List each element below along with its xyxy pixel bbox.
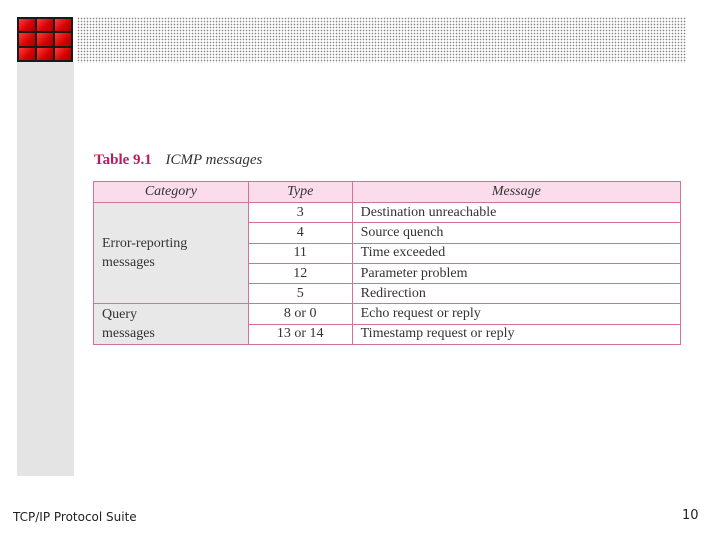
- logo-cell: [19, 48, 35, 60]
- logo-cell: [55, 33, 71, 45]
- logo-cell: [37, 19, 53, 31]
- table-header-row: [94, 182, 681, 203]
- logo-cell: [55, 48, 71, 60]
- type-cell: 3: [248, 203, 352, 223]
- category-label: Query: [102, 307, 137, 323]
- header-type: Type: [248, 182, 352, 203]
- message-cell: Timestamp request or reply: [352, 324, 680, 344]
- category-label: messages: [102, 255, 155, 271]
- header-category: Category: [94, 182, 249, 203]
- table-row: [94, 203, 681, 223]
- dotted-header-strip: [77, 17, 686, 63]
- message-cell: Redirection: [352, 284, 680, 304]
- category-label: Error-reporting: [102, 236, 188, 252]
- category-cell-error-reporting: [94, 203, 249, 304]
- table-row: [94, 304, 681, 324]
- message-cell: Source quench: [352, 223, 680, 243]
- category-label: messages: [102, 326, 155, 342]
- logo-cell: [55, 19, 71, 31]
- page-number: 10: [682, 508, 699, 523]
- message-cell: Destination unreachable: [352, 203, 680, 223]
- type-cell: 5: [248, 284, 352, 304]
- logo-grid: [17, 17, 73, 62]
- footer-title: TCP/IP Protocol Suite: [13, 510, 137, 524]
- header-message: Message: [352, 182, 680, 203]
- category-cell-query: [94, 304, 249, 345]
- type-cell: 11: [248, 243, 352, 263]
- message-cell: Echo request or reply: [352, 304, 680, 324]
- logo-cell: [37, 48, 53, 60]
- table-caption: [94, 152, 262, 169]
- logo-cell: [37, 33, 53, 45]
- type-cell: 8 or 0: [248, 304, 352, 324]
- type-cell: 4: [248, 223, 352, 243]
- logo-cell: [19, 19, 35, 31]
- table-number: Table 9.1: [94, 152, 152, 168]
- icmp-messages-table: [93, 181, 681, 345]
- message-cell: Parameter problem: [352, 263, 680, 283]
- type-cell: 13 or 14: [248, 324, 352, 344]
- table-title: ICMP messages: [165, 152, 263, 168]
- type-cell: 12: [248, 263, 352, 283]
- logo-cell: [19, 33, 35, 45]
- left-side-band: [17, 62, 74, 476]
- message-cell: Time exceeded: [352, 243, 680, 263]
